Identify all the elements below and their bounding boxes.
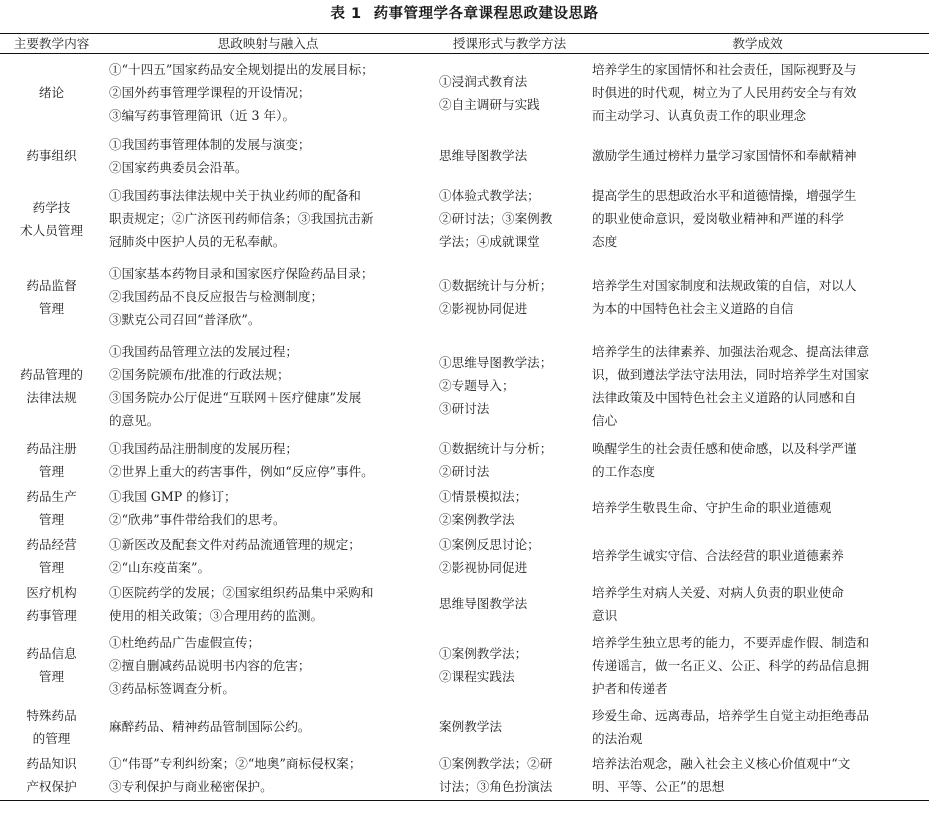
row-ideology-points-line: ①新医改及配套文件对药品流通管理的规定；: [109, 536, 361, 552]
table-row: [0, 628, 929, 703]
table-row: [0, 258, 929, 336]
table-title: 药事管理学各章课程思政建设思路: [373, 6, 599, 22]
row-teaching-outcome-line: 为本的中国特色社会主义道路的自信: [592, 300, 794, 316]
row-teaching-outcome: [586, 258, 929, 336]
header-content: 主要教学内容: [0, 34, 103, 54]
table-row: [0, 532, 929, 580]
row-teaching-methods-line: ①浸润式教育法: [439, 73, 528, 89]
table-row: [0, 703, 929, 751]
row-teaching-methods: [433, 484, 586, 532]
row-ideology-points: [103, 180, 433, 258]
row-teaching-methods-line: ①数据统计与分析；: [439, 277, 553, 293]
row-teaching-methods: [433, 580, 586, 628]
row-teaching-outcome-line: 培养学生诚实守信、合法经营的职业道德素养: [592, 548, 844, 563]
table-caption: [0, 4, 929, 24]
row-teaching-methods-line: ①情景模拟法；: [439, 488, 528, 504]
row-teaching-outcome: [586, 180, 929, 258]
row-teaching-outcome-line: 培养学生的法律素养、加强法治观念、提高法律意: [592, 343, 870, 359]
table-header-row: [0, 34, 929, 54]
row-teaching-outcome: [586, 580, 929, 628]
row-teaching-outcome-line: 培养学生敬畏生命、守护生命的职业道德观: [592, 500, 832, 515]
row-teaching-methods-line: 学法；④成就课堂: [439, 234, 540, 249]
row-teaching-outcome-line: 培养学生对病人关爱、对病人负责的职业使命: [592, 584, 844, 600]
row-teaching-methods: [433, 258, 586, 336]
row-teaching-outcome: [586, 436, 929, 484]
row-chapter-name: 特殊药品 的管理: [26, 707, 77, 746]
row-ideology-points-line: ①我国药品管理立法的发展过程；: [109, 343, 298, 359]
row-chapter-name: 药品经营 管理: [26, 536, 77, 575]
row-teaching-methods: [433, 436, 586, 484]
row-teaching-outcome-line: 培养学生独立思考的能力，不要弄虚作假、制造和: [592, 634, 870, 650]
table-row: [0, 54, 929, 132]
row-teaching-methods-line: ②自主调研与实践: [439, 96, 540, 112]
row-chapter-name: 医疗机构 药事管理: [26, 584, 77, 623]
row-ideology-points-line: 冠肺炎中医护人员的无私奉献。: [109, 234, 286, 249]
row-teaching-outcome: [586, 703, 929, 751]
row-teaching-methods-line: ①体验式教学法；: [439, 188, 540, 203]
row-teaching-methods-line: 案例教学法: [439, 719, 502, 734]
row-teaching-outcome-line: 传递谣言，做一名正义、公正、科学的药品信息拥: [592, 657, 870, 673]
row-ideology-points-line: ③编写药事管理简讯（近 3 年）。: [109, 108, 296, 124]
table-row: [0, 132, 929, 180]
row-teaching-outcome-line: 而主动学习、认真负责工作的职业理念: [592, 108, 807, 124]
row-teaching-outcome-line: 激励学生通过榜样力量学习家国情怀和奉献精神: [592, 148, 857, 163]
table-row: [0, 436, 929, 484]
table-body: [0, 54, 929, 801]
row-teaching-methods-line: 思维导图教学法: [439, 148, 528, 163]
row-teaching-outcome-line: 的工作态度: [592, 463, 655, 479]
row-teaching-methods-line: ①思维导图教学法；: [439, 355, 553, 370]
row-teaching-methods-line: ②案例教学法: [439, 511, 515, 527]
row-teaching-methods-line: 思维导图教学法: [439, 596, 528, 611]
row-teaching-outcome-line: 法律政策及中国特色社会主义道路的认同感和自: [592, 389, 857, 405]
row-ideology-points-line: ①“十四五”国家药品安全规划提出的发展目标；: [109, 62, 374, 78]
table-row: [0, 336, 929, 436]
row-teaching-methods-line: ③研讨法: [439, 401, 490, 416]
row-teaching-methods-line: ②研讨法；③案例教: [439, 211, 553, 226]
row-teaching-outcome-line: 培养学生对国家制度和法规政策的自信，对以人: [592, 277, 857, 293]
table-row: [0, 180, 929, 258]
row-ideology-points-line: 麻醉药品、精神药品管制国际公约。: [109, 719, 311, 734]
row-chapter-name: 药品知识 产权保护: [0, 751, 103, 801]
row-ideology-points: [103, 532, 433, 580]
header-outcome: 教学成效: [586, 34, 929, 54]
row-teaching-methods: [433, 628, 586, 703]
row-teaching-outcome: [586, 751, 929, 801]
row-teaching-outcome-line: 培养法治观念，融入社会主义核心价值观中“文: [592, 756, 851, 772]
row-ideology-points-line: ②擅自删减药品说明书内容的危害；: [109, 657, 311, 673]
row-ideology-points-line: ②“欣弗”事件带给我们的思考。: [109, 511, 286, 527]
row-ideology-points-line: ③专利保护与商业秘密保护。: [109, 779, 273, 795]
row-ideology-points-line: 的意见。: [109, 412, 160, 428]
row-teaching-outcome-line: 的法治观: [592, 730, 643, 746]
row-teaching-outcome-line: 护者和传递者: [592, 680, 668, 696]
row-teaching-outcome-line: 意识: [592, 607, 618, 623]
row-teaching-outcome-line: 提高学生的思想政治水平和道德情操，增强学生: [592, 188, 857, 203]
row-teaching-methods-line: ①案例教学法；②研: [439, 756, 553, 772]
row-teaching-outcome-line: 唤醒学生的社会责任感和使命感，以及科学严谨: [592, 440, 857, 456]
row-teaching-outcome-line: 信心: [592, 412, 618, 428]
table-number: 表 1: [330, 6, 362, 22]
row-chapter-name: 药品管理的 法律法规: [20, 366, 83, 405]
row-ideology-points: [103, 484, 433, 532]
row-chapter-name: 绪论: [38, 85, 65, 101]
row-ideology-points-line: ②国家药典委员会沿革。: [109, 159, 248, 175]
row-teaching-outcome-line: 时俱进的时代观，树立为了人民用药安全与有效: [592, 85, 857, 101]
row-ideology-points-line: ③默克公司召回“普泽欣”。: [109, 312, 261, 327]
row-teaching-methods: [433, 703, 586, 751]
row-teaching-methods-line: ②影视协同促进: [439, 300, 528, 316]
row-teaching-outcome-line: 识，做到遵法学法守法用法，同时培养学生对国家: [592, 366, 870, 382]
row-teaching-outcome: [586, 532, 929, 580]
row-ideology-points: [103, 258, 433, 336]
row-ideology-points: [103, 628, 433, 703]
row-ideology-points: [103, 132, 433, 180]
table-row: [0, 484, 929, 532]
header-methods: 授课形式与教学方法: [433, 34, 586, 54]
row-ideology-points-line: ③国务院办公厅促进“互联网＋医疗健康”发展: [109, 389, 362, 405]
row-ideology-points-line: ①医院药学的发展；②国家组织药品集中采购和: [109, 584, 374, 600]
row-ideology-points: [103, 436, 433, 484]
row-ideology-points-line: ①我国药品注册制度的发展历程；: [109, 440, 298, 456]
row-ideology-points-line: ②“山东疫苗案”。: [109, 559, 211, 575]
row-ideology-points-line: 使用的相关政策；③合理用药的监测。: [109, 607, 324, 623]
row-teaching-outcome: [586, 628, 929, 703]
row-ideology-points-line: ①我国药事法律法规中关于执业药师的配备和: [109, 188, 361, 203]
row-teaching-methods-line: ②课程实践法: [439, 669, 515, 684]
row-teaching-outcome-line: 态度: [592, 234, 618, 249]
row-ideology-points-line: ①我国 GMP 的修订；: [109, 488, 237, 504]
row-ideology-points: [103, 751, 433, 801]
row-ideology-points-line: ①国家基本药物目录和国家医疗保险药品目录；: [109, 266, 374, 281]
row-teaching-outcome-line: 明、平等、公正”的思想: [592, 779, 725, 795]
row-ideology-points-line: 职责规定；②广济医刊药师信条；③我国抗击新: [109, 211, 374, 226]
row-ideology-points-line: ②国外药事管理学课程的开设情况；: [109, 85, 311, 101]
row-teaching-methods: [433, 751, 586, 801]
row-teaching-outcome: [586, 132, 929, 180]
row-ideology-points: [103, 580, 433, 628]
row-chapter-name: 药品监督 管理: [26, 277, 77, 316]
row-teaching-outcome: [586, 54, 929, 132]
row-teaching-methods-line: ①案例反思讨论；: [439, 536, 540, 552]
row-chapter-name: 药事组织: [26, 148, 77, 163]
course-table: [0, 33, 929, 801]
row-ideology-points-line: ①“伟哥”专利纠纷案；②“地奥”商标侵权案；: [109, 756, 362, 772]
row-teaching-methods: [433, 132, 586, 180]
row-teaching-outcome-line: 培养学生的家国情怀和社会责任，国际视野及与: [592, 62, 857, 78]
table-row: [0, 751, 929, 801]
row-ideology-points-line: ①杜绝药品广告虚假宣传；: [109, 634, 261, 650]
row-chapter-name: 药品信息 管理: [26, 646, 77, 684]
row-teaching-methods-line: ②专题导入；: [439, 378, 515, 393]
row-teaching-outcome: [586, 336, 929, 436]
row-ideology-points-line: ②国务院颁布/批准的行政法规；: [109, 366, 290, 382]
row-teaching-methods-line: 讨法；③角色扮演法: [439, 779, 553, 795]
header-points: 思政映射与融入点: [103, 34, 433, 54]
table-row: [0, 580, 929, 628]
row-ideology-points-line: ②世界上重大的药害事件，例如“反应停”事件。: [109, 463, 374, 479]
row-teaching-methods-line: ①案例教学法；: [439, 646, 528, 661]
row-ideology-points-line: ①我国药事管理体制的发展与演变；: [109, 136, 311, 152]
row-teaching-methods-line: ②影视协同促进: [439, 559, 528, 575]
row-teaching-outcome: [586, 484, 929, 532]
row-teaching-outcome-line: 的职业使命意识，爱岗敬业精神和严谨的科学: [592, 211, 844, 226]
row-teaching-methods: [433, 180, 586, 258]
row-teaching-methods-line: ②研讨法: [439, 463, 490, 479]
row-ideology-points: [103, 703, 433, 751]
row-chapter-name: 药学技 术人员管理: [20, 199, 83, 238]
row-chapter-name: 药品生产 管理: [26, 488, 77, 527]
row-ideology-points-line: ②我国药品不良反应报告与检测制度；: [109, 289, 324, 304]
row-ideology-points: [103, 54, 433, 132]
row-teaching-methods-line: ①数据统计与分析；: [439, 440, 553, 456]
row-teaching-methods: [433, 336, 586, 436]
row-chapter-name: 药品注册 管理: [26, 440, 77, 479]
row-teaching-methods: [433, 54, 586, 132]
row-teaching-outcome-line: 珍爱生命、远离毒品，培养学生自觉主动拒绝毒品: [592, 707, 870, 723]
row-ideology-points-line: ③药品标签调查分析。: [109, 680, 235, 696]
row-ideology-points: [103, 336, 433, 436]
row-teaching-methods: [433, 532, 586, 580]
